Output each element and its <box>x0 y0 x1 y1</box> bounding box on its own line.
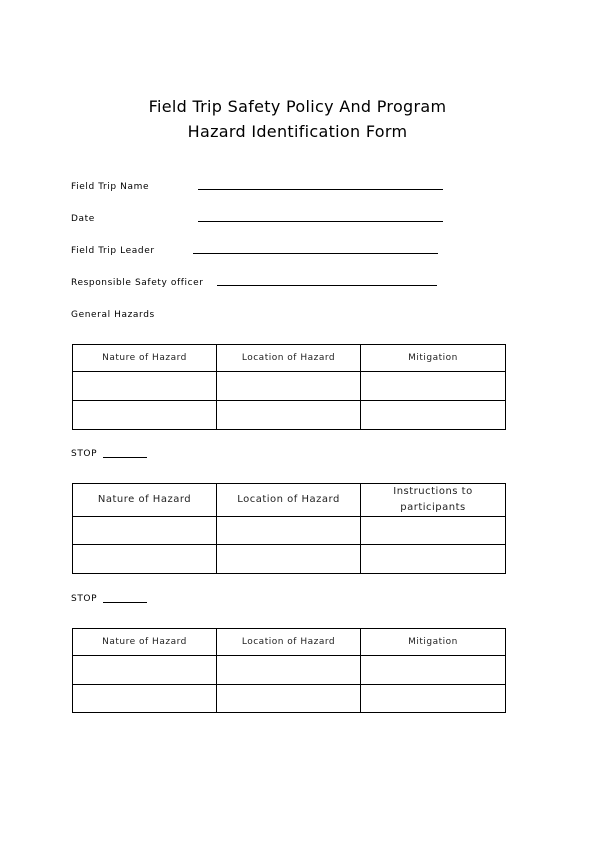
table-cell[interactable] <box>217 685 361 713</box>
location-of-hazard-header: Location of Hazard <box>217 345 361 372</box>
table-header-row <box>73 629 506 656</box>
table-cell[interactable] <box>73 517 217 545</box>
table-cell[interactable] <box>361 545 506 574</box>
table-cell[interactable] <box>217 517 361 545</box>
form-title-line-2: Hazard Identification Form <box>187 122 408 141</box>
stop-1-label: STOP <box>71 449 98 459</box>
table-cell[interactable] <box>73 656 217 685</box>
general-hazards-label: General Hazards <box>71 310 155 320</box>
mitigation-header: Mitigation <box>361 345 506 372</box>
field-trip-name-label: Field Trip Name <box>71 182 150 192</box>
nature-of-hazard-header: Nature of Hazard <box>73 345 217 372</box>
table-row <box>73 372 506 401</box>
field-trip-name-line[interactable] <box>198 189 443 190</box>
date-line[interactable] <box>198 221 443 222</box>
nature-of-hazard-header: Nature of Hazard <box>73 629 217 656</box>
table-cell[interactable] <box>73 545 217 574</box>
table-cell[interactable] <box>217 372 361 401</box>
table-cell[interactable] <box>73 401 217 430</box>
table-cell[interactable] <box>73 685 217 713</box>
field-trip-leader-line[interactable] <box>193 253 438 254</box>
table-row <box>73 517 506 545</box>
table-cell[interactable] <box>361 685 506 713</box>
nature-of-hazard-header: Nature of Hazard <box>73 484 217 517</box>
table-cell[interactable] <box>361 517 506 545</box>
table-row <box>73 685 506 713</box>
instructions-to-participants-header: Instructions to participants <box>361 484 506 517</box>
table-row <box>73 401 506 430</box>
table-cell[interactable] <box>73 372 217 401</box>
table-cell[interactable] <box>217 656 361 685</box>
table-cell[interactable] <box>361 656 506 685</box>
field-trip-leader-label: Field Trip Leader <box>71 246 155 256</box>
table-cell[interactable] <box>361 401 506 430</box>
table-cell[interactable] <box>217 401 361 430</box>
location-of-hazard-header: Location of Hazard <box>217 484 361 517</box>
table-cell[interactable] <box>361 372 506 401</box>
responsible-safety-officer-label: Responsible Safety officer <box>71 278 204 288</box>
date-label: Date <box>71 214 95 224</box>
stop-1-line[interactable] <box>103 457 147 458</box>
location-of-hazard-header: Location of Hazard <box>217 629 361 656</box>
form-title-line-1: Field Trip Safety Policy And Program <box>148 97 447 116</box>
stop-2-hazards-table <box>72 628 506 713</box>
stop-2-line[interactable] <box>103 602 147 603</box>
table-row <box>73 545 506 574</box>
stop-1-hazards-table <box>72 483 506 574</box>
table-header-row <box>73 345 506 372</box>
stop-2-label: STOP <box>71 594 98 604</box>
mitigation-header: Mitigation <box>361 629 506 656</box>
table-cell[interactable] <box>217 545 361 574</box>
responsible-safety-officer-line[interactable] <box>217 285 437 286</box>
table-header-row <box>73 484 506 517</box>
table-row <box>73 656 506 685</box>
general-hazards-table <box>72 344 506 430</box>
